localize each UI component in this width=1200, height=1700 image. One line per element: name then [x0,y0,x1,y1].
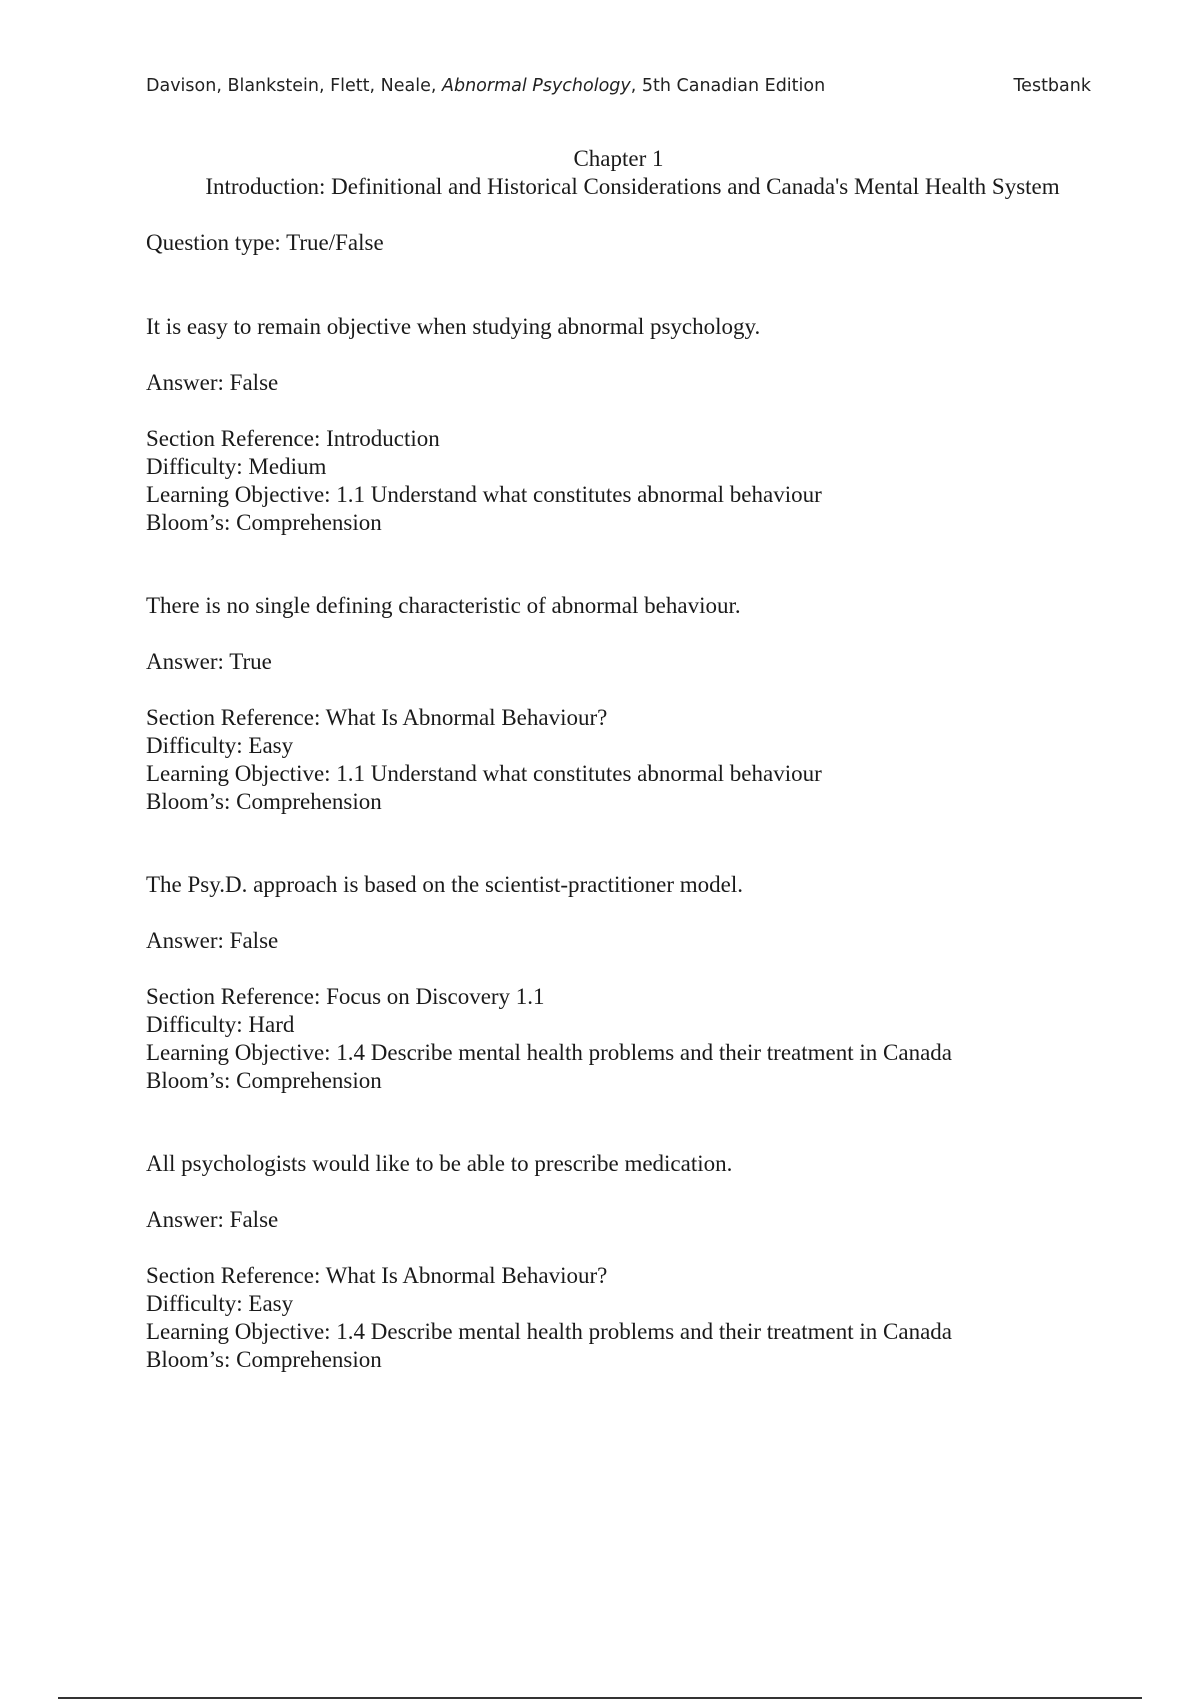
question-item [146,592,1096,816]
question-meta [146,425,1096,537]
header-authors: Davison, Blankstein, Flett, Neale, [146,76,437,96]
question-meta [146,983,1096,1095]
chapter-title: Chapter 1 [573,146,664,171]
difficulty: Difficulty: Medium [146,454,327,479]
question-answer: Answer: False [146,1207,279,1232]
question-meta [146,704,1096,816]
blooms-level: Bloom’s: Comprehension [146,1347,382,1372]
running-header [146,76,1091,104]
question-stem: The Psy.D. approach is based on the scientist-practitioner model. [146,872,743,897]
difficulty: Difficulty: Easy [146,733,294,758]
question-type: Question type: True/False [146,230,384,255]
question-stem: All psychologists would like to be able to prescribe medication. [146,1151,733,1176]
question-answer: Answer: False [146,370,279,395]
learning-objective: Learning Objective: 1.4 Describe mental health problems and their treatment in Canada [146,1319,952,1344]
header-citation [146,76,825,96]
section-reference: Section Reference: What Is Abnormal Behaviour? [146,1263,608,1288]
question-item [146,1150,1096,1374]
header-label: Testbank [1013,76,1091,96]
header-edition: , 5th Canadian Edition [630,76,826,96]
question-item [146,871,1096,1095]
footer-divider [58,1697,1142,1699]
chapter-subtitle: Introduction: Definitional and Historical Considerations and Canada's Mental Health System [205,174,1060,199]
question-answer: Answer: False [146,928,279,953]
section-reference: Section Reference: Focus on Discovery 1.1 [146,984,545,1009]
learning-objective: Learning Objective: 1.4 Describe mental health problems and their treatment in Canada [146,1040,952,1065]
blooms-level: Bloom’s: Comprehension [146,789,382,814]
question-answer: Answer: True [146,649,272,674]
question-stem: There is no single defining characteristic of abnormal behaviour. [146,593,741,618]
difficulty: Difficulty: Easy [146,1291,294,1316]
question-meta [146,1262,1096,1374]
chapter-heading [146,145,1091,201]
section-reference: Section Reference: What Is Abnormal Behaviour? [146,705,608,730]
learning-objective: Learning Objective: 1.1 Understand what constitutes abnormal behaviour [146,761,822,786]
question-stem: It is easy to remain objective when studying abnormal psychology. [146,314,761,339]
blooms-level: Bloom’s: Comprehension [146,1068,382,1093]
section-reference: Section Reference: Introduction [146,426,440,451]
header-book-title: Abnormal Psychology [442,76,631,96]
blooms-level: Bloom’s: Comprehension [146,510,382,535]
difficulty: Difficulty: Hard [146,1012,295,1037]
learning-objective: Learning Objective: 1.1 Understand what constitutes abnormal behaviour [146,482,822,507]
question-item [146,313,1096,537]
